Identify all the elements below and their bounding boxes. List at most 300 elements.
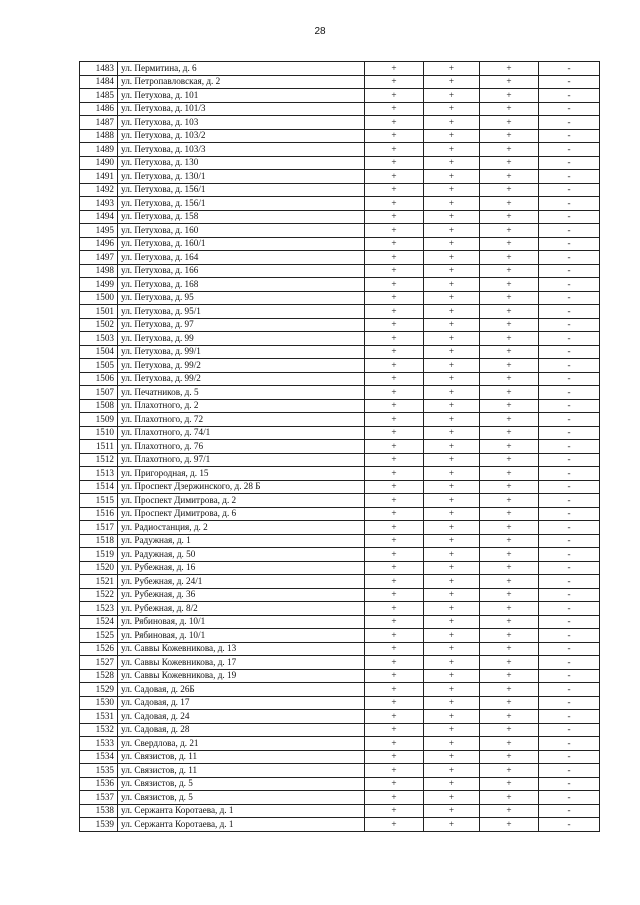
address-cell: ул. Петухова, д. 158 <box>118 210 365 224</box>
mark-cell-4: - <box>539 62 600 76</box>
mark-cell-1: + <box>365 399 424 413</box>
table-row <box>80 818 600 832</box>
mark-cell-4: - <box>539 615 600 629</box>
mark-cell-2: + <box>424 737 480 751</box>
mark-cell-3: + <box>480 399 539 413</box>
mark-cell-1: + <box>365 480 424 494</box>
mark-cell-2: + <box>424 440 480 454</box>
mark-cell-1: + <box>365 426 424 440</box>
table-row <box>80 278 600 292</box>
mark-cell-2: + <box>424 359 480 373</box>
mark-cell-3: + <box>480 656 539 670</box>
address-cell: ул. Проспект Димитрова, д. 6 <box>118 507 365 521</box>
mark-cell-1: + <box>365 102 424 116</box>
table-row <box>80 237 600 251</box>
mark-cell-2: + <box>424 453 480 467</box>
mark-cell-1: + <box>365 143 424 157</box>
row-number: 1504 <box>80 345 118 359</box>
table-row <box>80 723 600 737</box>
mark-cell-4: - <box>539 480 600 494</box>
table-row <box>80 467 600 481</box>
row-number: 1530 <box>80 696 118 710</box>
mark-cell-2: + <box>424 548 480 562</box>
mark-cell-3: + <box>480 75 539 89</box>
mark-cell-2: + <box>424 237 480 251</box>
table-row <box>80 494 600 508</box>
mark-cell-2: + <box>424 696 480 710</box>
row-number: 1501 <box>80 305 118 319</box>
mark-cell-3: + <box>480 737 539 751</box>
mark-cell-3: + <box>480 183 539 197</box>
address-cell: ул. Пермитина, д. 6 <box>118 62 365 76</box>
mark-cell-1: + <box>365 534 424 548</box>
address-cell: ул. Связистов, д. 11 <box>118 764 365 778</box>
mark-cell-4: - <box>539 345 600 359</box>
address-cell: ул. Свердлова, д. 21 <box>118 737 365 751</box>
mark-cell-4: - <box>539 318 600 332</box>
mark-cell-1: + <box>365 413 424 427</box>
mark-cell-2: + <box>424 602 480 616</box>
mark-cell-1: + <box>365 764 424 778</box>
mark-cell-4: - <box>539 413 600 427</box>
table-row <box>80 737 600 751</box>
address-cell: ул. Петухова, д. 103 <box>118 116 365 130</box>
mark-cell-4: - <box>539 656 600 670</box>
table-row <box>80 561 600 575</box>
address-cell: ул. Рябиновая, д. 10/1 <box>118 629 365 643</box>
mark-cell-4: - <box>539 251 600 265</box>
mark-cell-1: + <box>365 291 424 305</box>
mark-cell-4: - <box>539 372 600 386</box>
address-cell: ул. Петухова, д. 97 <box>118 318 365 332</box>
mark-cell-2: + <box>424 372 480 386</box>
mark-cell-1: + <box>365 467 424 481</box>
row-number: 1511 <box>80 440 118 454</box>
table-row <box>80 332 600 346</box>
address-cell: ул. Радужная, д. 1 <box>118 534 365 548</box>
address-cell: ул. Петухова, д. 103/3 <box>118 143 365 157</box>
address-cell: ул. Связистов, д. 11 <box>118 750 365 764</box>
table-row <box>80 642 600 656</box>
mark-cell-4: - <box>539 399 600 413</box>
mark-cell-1: + <box>365 750 424 764</box>
mark-cell-4: - <box>539 197 600 211</box>
page-number: 28 <box>314 26 326 37</box>
row-number: 1486 <box>80 102 118 116</box>
mark-cell-4: - <box>539 305 600 319</box>
mark-cell-4: - <box>539 669 600 683</box>
mark-cell-3: + <box>480 426 539 440</box>
mark-cell-1: + <box>365 818 424 832</box>
address-cell: ул. Саввы Кожевникова, д. 13 <box>118 642 365 656</box>
mark-cell-1: + <box>365 453 424 467</box>
row-number: 1539 <box>80 818 118 832</box>
address-table-body <box>80 62 600 832</box>
row-number: 1522 <box>80 588 118 602</box>
row-number: 1483 <box>80 62 118 76</box>
mark-cell-1: + <box>365 75 424 89</box>
mark-cell-1: + <box>365 696 424 710</box>
address-cell: ул. Петухова, д. 99 <box>118 332 365 346</box>
row-number: 1497 <box>80 251 118 265</box>
row-number: 1534 <box>80 750 118 764</box>
table-row <box>80 305 600 319</box>
mark-cell-1: + <box>365 710 424 724</box>
mark-cell-4: - <box>539 89 600 103</box>
mark-cell-1: + <box>365 197 424 211</box>
address-cell: ул. Радужная, д. 50 <box>118 548 365 562</box>
row-number: 1526 <box>80 642 118 656</box>
mark-cell-1: + <box>365 345 424 359</box>
mark-cell-3: + <box>480 764 539 778</box>
mark-cell-1: + <box>365 237 424 251</box>
address-cell: ул. Петухова, д. 130 <box>118 156 365 170</box>
table-row <box>80 548 600 562</box>
address-cell: ул. Связистов, д. 5 <box>118 791 365 805</box>
row-number: 1509 <box>80 413 118 427</box>
table-row <box>80 804 600 818</box>
address-cell: ул. Петухова, д. 103/2 <box>118 129 365 143</box>
mark-cell-1: + <box>365 183 424 197</box>
mark-cell-3: + <box>480 102 539 116</box>
table-row <box>80 534 600 548</box>
mark-cell-1: + <box>365 210 424 224</box>
mark-cell-2: + <box>424 143 480 157</box>
mark-cell-4: - <box>539 710 600 724</box>
mark-cell-1: + <box>365 804 424 818</box>
address-cell: ул. Петухова, д. 99/1 <box>118 345 365 359</box>
table-row <box>80 453 600 467</box>
mark-cell-3: + <box>480 116 539 130</box>
mark-cell-3: + <box>480 480 539 494</box>
mark-cell-2: + <box>424 588 480 602</box>
mark-cell-4: - <box>539 386 600 400</box>
mark-cell-3: + <box>480 278 539 292</box>
mark-cell-2: + <box>424 467 480 481</box>
mark-cell-2: + <box>424 642 480 656</box>
mark-cell-4: - <box>539 804 600 818</box>
table-row <box>80 62 600 76</box>
mark-cell-4: - <box>539 602 600 616</box>
row-number: 1524 <box>80 615 118 629</box>
mark-cell-1: + <box>365 777 424 791</box>
table-row <box>80 102 600 116</box>
mark-cell-1: + <box>365 318 424 332</box>
table-row <box>80 359 600 373</box>
mark-cell-4: - <box>539 629 600 643</box>
mark-cell-3: + <box>480 750 539 764</box>
row-number: 1498 <box>80 264 118 278</box>
mark-cell-3: + <box>480 683 539 697</box>
mark-cell-4: - <box>539 170 600 184</box>
mark-cell-2: + <box>424 129 480 143</box>
address-cell: ул. Саввы Кожевникова, д. 19 <box>118 669 365 683</box>
mark-cell-4: - <box>539 575 600 589</box>
mark-cell-1: + <box>365 129 424 143</box>
mark-cell-1: + <box>365 372 424 386</box>
mark-cell-3: + <box>480 372 539 386</box>
table-row <box>80 251 600 265</box>
mark-cell-3: + <box>480 791 539 805</box>
mark-cell-4: - <box>539 143 600 157</box>
mark-cell-3: + <box>480 629 539 643</box>
mark-cell-1: + <box>365 642 424 656</box>
mark-cell-3: + <box>480 534 539 548</box>
mark-cell-1: + <box>365 386 424 400</box>
mark-cell-4: - <box>539 696 600 710</box>
mark-cell-4: - <box>539 129 600 143</box>
mark-cell-2: + <box>424 629 480 643</box>
row-number: 1505 <box>80 359 118 373</box>
mark-cell-3: + <box>480 777 539 791</box>
table-row <box>80 75 600 89</box>
table-row <box>80 710 600 724</box>
mark-cell-3: + <box>480 305 539 319</box>
address-cell: ул. Плахотного, д. 2 <box>118 399 365 413</box>
address-cell: ул. Сержанта Коротаева, д. 1 <box>118 818 365 832</box>
table-row <box>80 291 600 305</box>
address-cell: ул. Петухова, д. 168 <box>118 278 365 292</box>
address-cell: ул. Петухова, д. 99/2 <box>118 372 365 386</box>
address-cell: ул. Петухова, д. 99/2 <box>118 359 365 373</box>
address-cell: ул. Плахотного, д. 97/1 <box>118 453 365 467</box>
mark-cell-2: + <box>424 89 480 103</box>
mark-cell-4: - <box>539 561 600 575</box>
table-row <box>80 129 600 143</box>
table-row <box>80 696 600 710</box>
mark-cell-1: + <box>365 251 424 265</box>
mark-cell-4: - <box>539 494 600 508</box>
mark-cell-3: + <box>480 804 539 818</box>
mark-cell-3: + <box>480 386 539 400</box>
address-cell: ул. Петухова, д. 130/1 <box>118 170 365 184</box>
row-number: 1528 <box>80 669 118 683</box>
table-row <box>80 224 600 238</box>
mark-cell-4: - <box>539 818 600 832</box>
mark-cell-2: + <box>424 804 480 818</box>
row-number: 1503 <box>80 332 118 346</box>
row-number: 1523 <box>80 602 118 616</box>
row-number: 1536 <box>80 777 118 791</box>
mark-cell-4: - <box>539 791 600 805</box>
mark-cell-1: + <box>365 588 424 602</box>
address-cell: ул. Садовая, д. 24 <box>118 710 365 724</box>
address-cell: ул. Петухова, д. 95/1 <box>118 305 365 319</box>
mark-cell-4: - <box>539 548 600 562</box>
mark-cell-1: + <box>365 575 424 589</box>
address-cell: ул. Плахотного, д. 72 <box>118 413 365 427</box>
mark-cell-4: - <box>539 278 600 292</box>
mark-cell-2: + <box>424 102 480 116</box>
mark-cell-4: - <box>539 723 600 737</box>
row-number: 1538 <box>80 804 118 818</box>
row-number: 1515 <box>80 494 118 508</box>
row-number: 1512 <box>80 453 118 467</box>
table-row <box>80 480 600 494</box>
mark-cell-3: + <box>480 467 539 481</box>
table-row <box>80 318 600 332</box>
mark-cell-4: - <box>539 588 600 602</box>
mark-cell-2: + <box>424 62 480 76</box>
row-number: 1519 <box>80 548 118 562</box>
row-number: 1485 <box>80 89 118 103</box>
mark-cell-1: + <box>365 494 424 508</box>
table-row <box>80 345 600 359</box>
row-number: 1513 <box>80 467 118 481</box>
mark-cell-3: + <box>480 521 539 535</box>
table-row <box>80 197 600 211</box>
table-row <box>80 615 600 629</box>
mark-cell-2: + <box>424 656 480 670</box>
address-cell: ул. Петухова, д. 160 <box>118 224 365 238</box>
mark-cell-2: + <box>424 197 480 211</box>
mark-cell-4: - <box>539 777 600 791</box>
mark-cell-1: + <box>365 521 424 535</box>
mark-cell-1: + <box>365 305 424 319</box>
mark-cell-2: + <box>424 683 480 697</box>
address-cell: ул. Плахотного, д. 74/1 <box>118 426 365 440</box>
mark-cell-3: + <box>480 507 539 521</box>
mark-cell-4: - <box>539 359 600 373</box>
mark-cell-3: + <box>480 723 539 737</box>
table-row <box>80 426 600 440</box>
mark-cell-3: + <box>480 224 539 238</box>
row-number: 1529 <box>80 683 118 697</box>
row-number: 1491 <box>80 170 118 184</box>
mark-cell-4: - <box>539 642 600 656</box>
row-number: 1533 <box>80 737 118 751</box>
row-number: 1514 <box>80 480 118 494</box>
mark-cell-3: + <box>480 413 539 427</box>
mark-cell-4: - <box>539 426 600 440</box>
mark-cell-1: + <box>365 737 424 751</box>
address-cell: ул. Печатников, д. 5 <box>118 386 365 400</box>
mark-cell-2: + <box>424 413 480 427</box>
mark-cell-2: + <box>424 561 480 575</box>
mark-cell-1: + <box>365 359 424 373</box>
row-number: 1535 <box>80 764 118 778</box>
address-cell: ул. Петухова, д. 164 <box>118 251 365 265</box>
table-row <box>80 264 600 278</box>
table-row <box>80 521 600 535</box>
mark-cell-2: + <box>424 183 480 197</box>
table-row <box>80 210 600 224</box>
table-row <box>80 507 600 521</box>
mark-cell-2: + <box>424 669 480 683</box>
mark-cell-2: + <box>424 278 480 292</box>
mark-cell-3: + <box>480 197 539 211</box>
table-row <box>80 386 600 400</box>
row-number: 1499 <box>80 278 118 292</box>
mark-cell-1: + <box>365 89 424 103</box>
row-number: 1495 <box>80 224 118 238</box>
address-cell: ул. Петухова, д. 95 <box>118 291 365 305</box>
table-row <box>80 629 600 643</box>
mark-cell-4: - <box>539 210 600 224</box>
row-number: 1507 <box>80 386 118 400</box>
table-row <box>80 764 600 778</box>
mark-cell-1: + <box>365 602 424 616</box>
address-cell: ул. Рубежная, д. 24/1 <box>118 575 365 589</box>
table-row <box>80 116 600 130</box>
mark-cell-3: + <box>480 494 539 508</box>
address-cell: ул. Петухова, д. 156/1 <box>118 183 365 197</box>
mark-cell-2: + <box>424 480 480 494</box>
mark-cell-3: + <box>480 453 539 467</box>
table-row <box>80 89 600 103</box>
row-number: 1487 <box>80 116 118 130</box>
mark-cell-4: - <box>539 764 600 778</box>
address-cell: ул. Садовая, д. 26Б <box>118 683 365 697</box>
address-cell: ул. Петухова, д. 160/1 <box>118 237 365 251</box>
row-number: 1508 <box>80 399 118 413</box>
mark-cell-4: - <box>539 291 600 305</box>
row-number: 1484 <box>80 75 118 89</box>
mark-cell-2: + <box>424 386 480 400</box>
mark-cell-3: + <box>480 588 539 602</box>
mark-cell-3: + <box>480 89 539 103</box>
row-number: 1520 <box>80 561 118 575</box>
table-row <box>80 372 600 386</box>
mark-cell-4: - <box>539 183 600 197</box>
row-number: 1525 <box>80 629 118 643</box>
mark-cell-3: + <box>480 345 539 359</box>
mark-cell-1: + <box>365 264 424 278</box>
mark-cell-4: - <box>539 264 600 278</box>
mark-cell-3: + <box>480 561 539 575</box>
address-cell: ул. Петухова, д. 156/1 <box>118 197 365 211</box>
mark-cell-3: + <box>480 237 539 251</box>
mark-cell-3: + <box>480 129 539 143</box>
mark-cell-3: + <box>480 318 539 332</box>
address-cell: ул. Петухова, д. 101 <box>118 89 365 103</box>
mark-cell-1: + <box>365 507 424 521</box>
mark-cell-1: + <box>365 629 424 643</box>
address-cell: ул. Саввы Кожевникова, д. 17 <box>118 656 365 670</box>
table-row <box>80 575 600 589</box>
mark-cell-2: + <box>424 156 480 170</box>
row-number: 1500 <box>80 291 118 305</box>
mark-cell-3: + <box>480 575 539 589</box>
mark-cell-1: + <box>365 548 424 562</box>
mark-cell-1: + <box>365 615 424 629</box>
address-cell: ул. Плахотного, д. 76 <box>118 440 365 454</box>
mark-cell-3: + <box>480 548 539 562</box>
address-cell: ул. Рубежная, д. 16 <box>118 561 365 575</box>
mark-cell-1: + <box>365 62 424 76</box>
table-row <box>80 602 600 616</box>
mark-cell-4: - <box>539 102 600 116</box>
mark-cell-3: + <box>480 251 539 265</box>
row-number: 1517 <box>80 521 118 535</box>
mark-cell-4: - <box>539 332 600 346</box>
mark-cell-3: + <box>480 669 539 683</box>
mark-cell-4: - <box>539 467 600 481</box>
mark-cell-1: + <box>365 440 424 454</box>
row-number: 1494 <box>80 210 118 224</box>
mark-cell-3: + <box>480 642 539 656</box>
mark-cell-3: + <box>480 170 539 184</box>
mark-cell-2: + <box>424 170 480 184</box>
mark-cell-4: - <box>539 737 600 751</box>
table-row <box>80 399 600 413</box>
address-table <box>79 61 600 832</box>
mark-cell-1: + <box>365 116 424 130</box>
mark-cell-4: - <box>539 237 600 251</box>
row-number: 1489 <box>80 143 118 157</box>
mark-cell-4: - <box>539 521 600 535</box>
mark-cell-4: - <box>539 507 600 521</box>
